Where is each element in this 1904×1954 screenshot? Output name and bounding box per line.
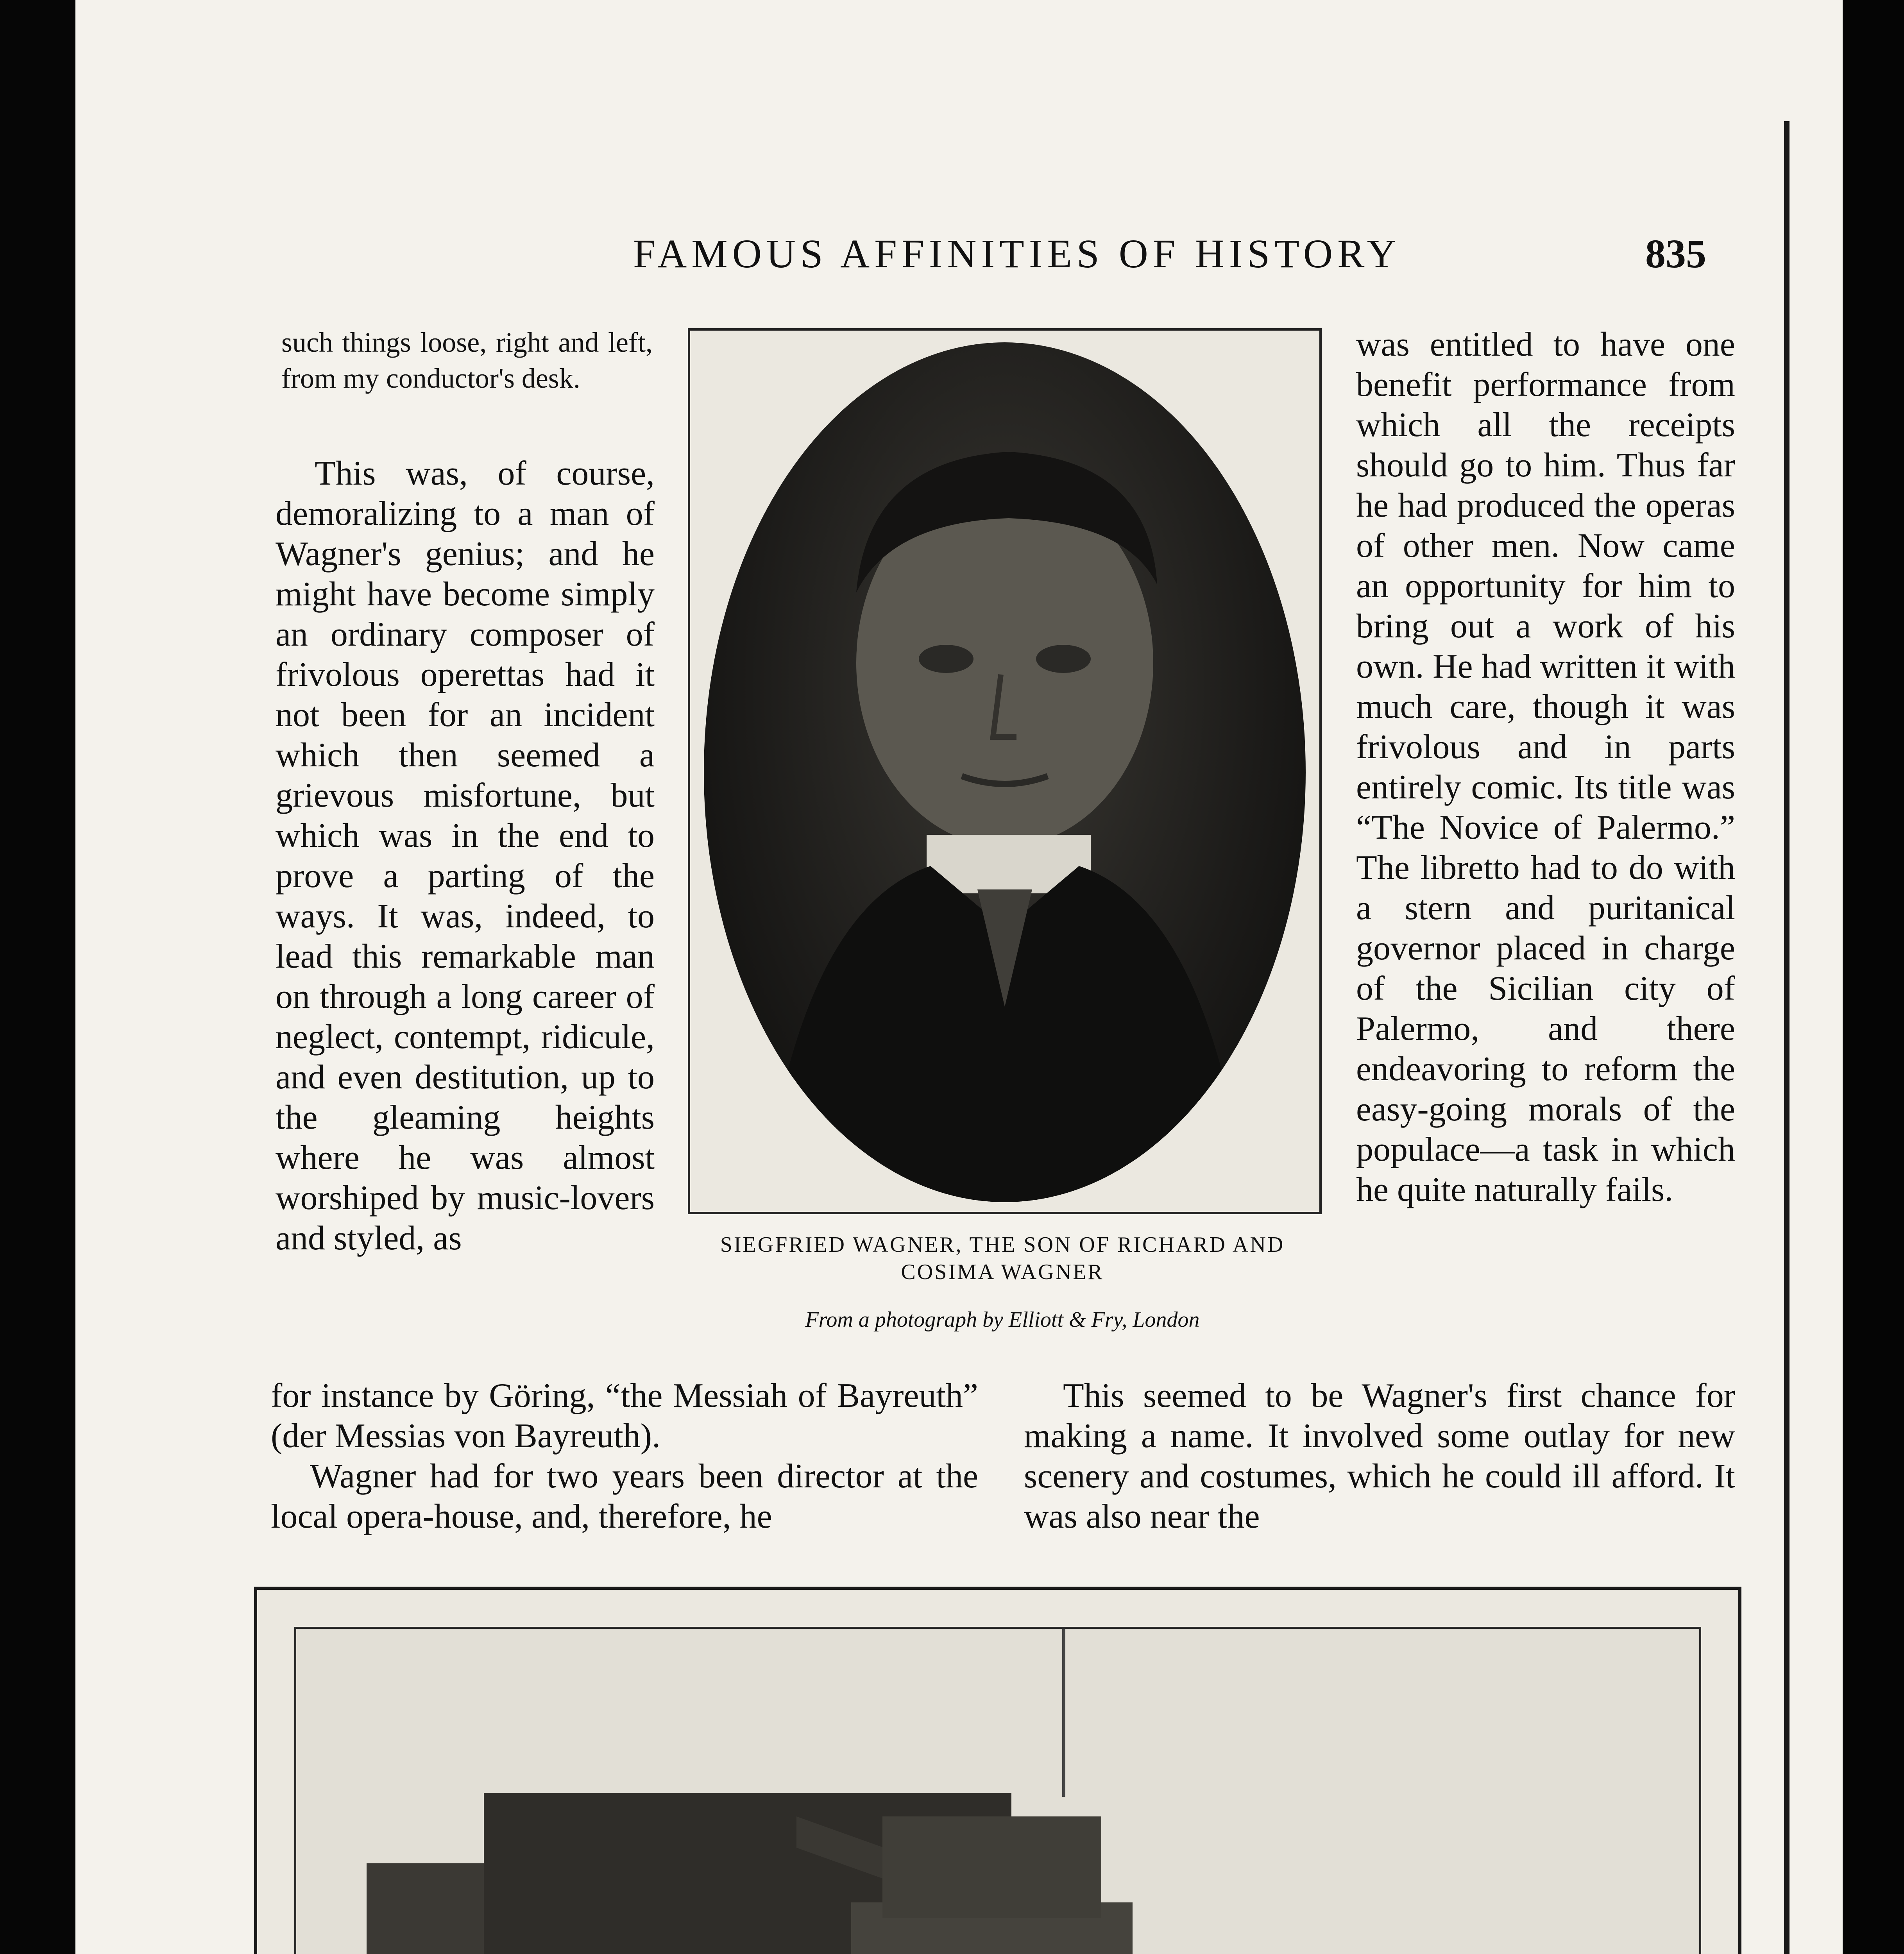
running-head: FAMOUS AFFINITIES OF HISTORY bbox=[633, 231, 1401, 276]
lower-right-paragraph: This seemed to be Wagner's first chance for making a name. It involved some outlay for new scenery and costumes, which he could ill afford. It was also near the bbox=[1024, 1377, 1735, 1535]
left-paragraph: This was, of course, demoralizing to a man of Wagner's genius; and he might have become simply an ordinary composer of frivolous operettas had it not been for an incident which then seemed a grievous misfortune, but which was in the end to prove a parting of the ways. It was, indeed, to lead this remarkable man on through a long career of neglect, contempt, ridicule, and even destitution, up to the gleaming heights where he was almost worshiped by music-lovers and styled, as bbox=[276, 455, 655, 1257]
lower-right-text bbox=[1024, 1376, 1735, 1537]
lower-left-line: for instance by Göring, “the Messiah of Bayreuth” (der Messias von Bayreuth). bbox=[271, 1377, 978, 1455]
scan-right-border bbox=[1843, 0, 1904, 1954]
theater-photo-frame bbox=[254, 1587, 1741, 1954]
lower-left-text bbox=[271, 1376, 978, 1537]
portrait-caption: SIEGFRIED WAGNER, THE SON OF RICHARD AND COSIMA WAGNER bbox=[720, 1233, 1285, 1284]
bayreuth-theater-photo bbox=[294, 1627, 1701, 1954]
page-gutter-shadow bbox=[1784, 121, 1789, 1954]
left-column-continued-text bbox=[281, 324, 653, 396]
right-paragraph: was entitled to have one benefit performance from which all the receipts should go to him. Thus far he had produced the operas of other men. Now came an opportunity for him to bring out a work of his own. He had written it with much care, though it was frivolous and in parts entirely comic. Its title was “The Novice of Palermo.” The libretto had to do with a stern and puritanical governor placed in charge of the Sicilian city of Palermo, and there endeavoring to reform the easy-going morals of the populace—a task in which he quite naturally fails. bbox=[1356, 326, 1735, 1209]
theater-illustration bbox=[296, 1629, 1699, 1954]
continued-sentence: such things loose, right and left, from my conductor's desk. bbox=[281, 327, 653, 394]
left-column-text bbox=[276, 453, 655, 1258]
right-column-text bbox=[1356, 324, 1735, 1210]
page-number: 835 bbox=[1645, 231, 1706, 276]
lower-left-paragraph: Wagner had for two years been director at the local opera-house, and, therefore, he bbox=[271, 1457, 978, 1535]
scan-left-border bbox=[0, 0, 75, 1954]
portrait-credit: From a photograph by Elliott & Fry, London bbox=[805, 1308, 1200, 1332]
portrait-illustration bbox=[704, 342, 1306, 1202]
portrait-photo-frame bbox=[688, 328, 1322, 1214]
siegfried-wagner-portrait bbox=[704, 342, 1306, 1202]
